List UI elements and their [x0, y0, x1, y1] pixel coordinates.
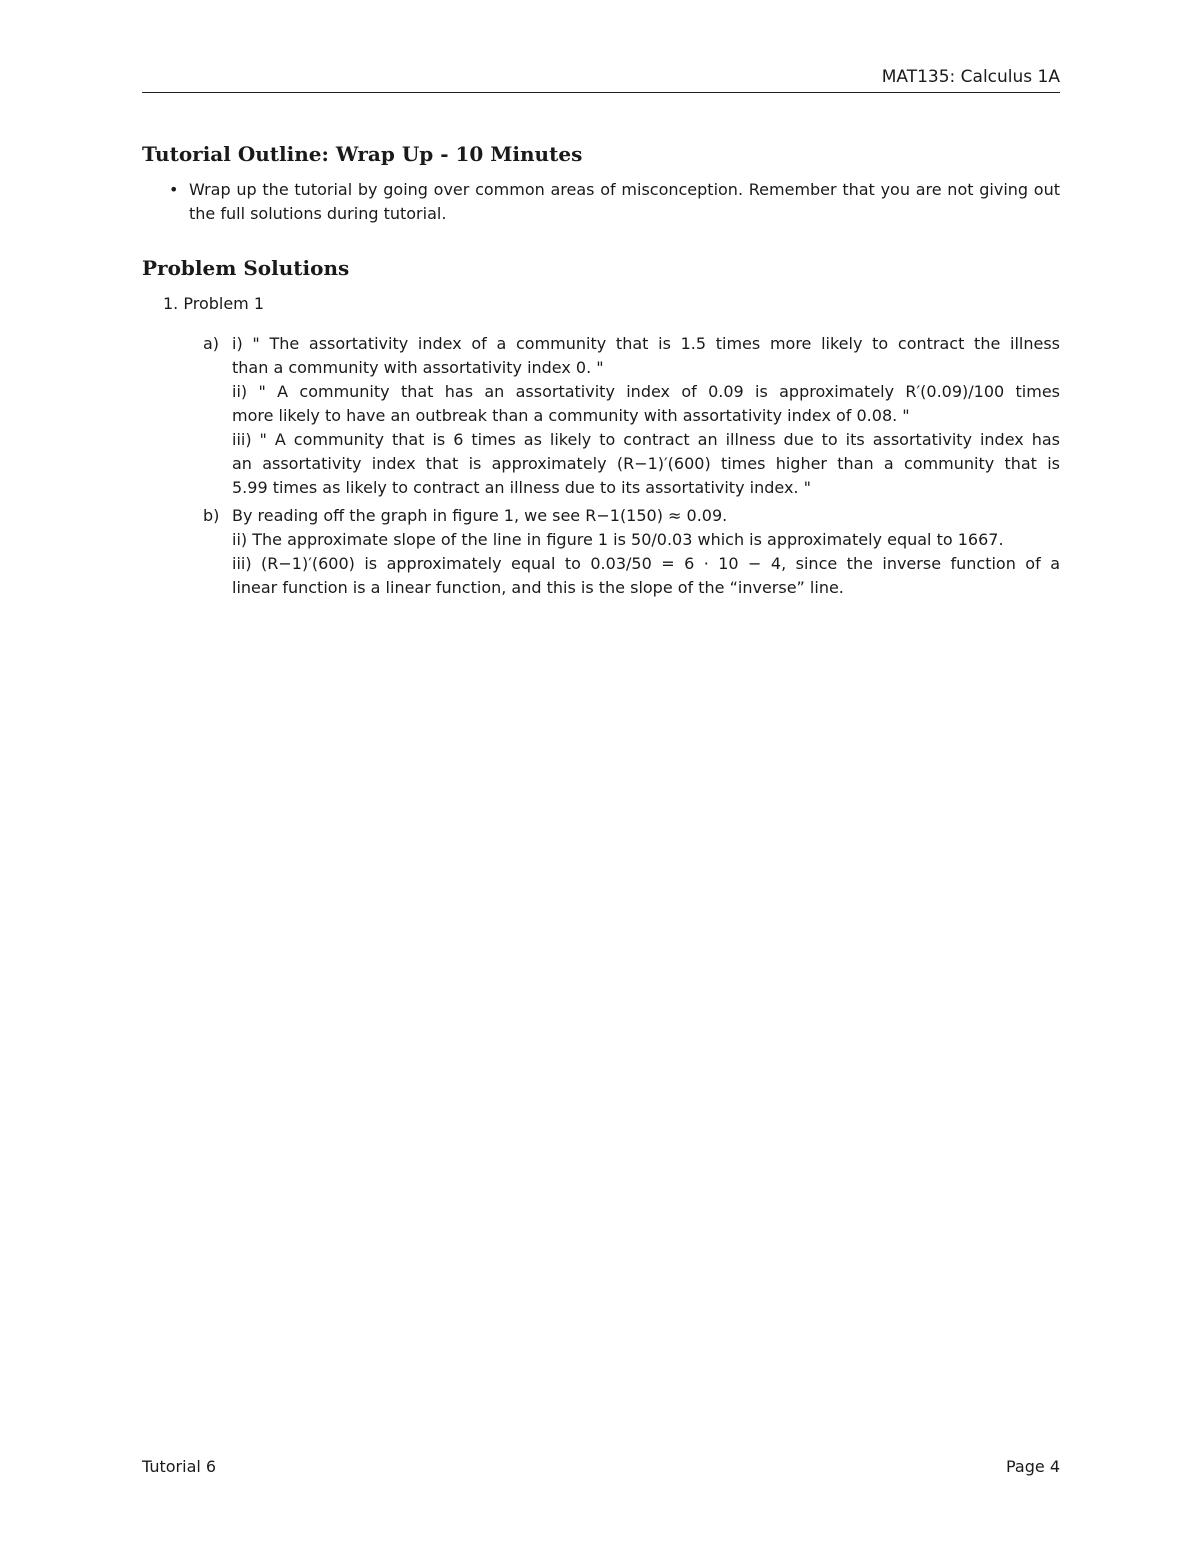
bullet-icon: • — [169, 180, 179, 199]
course-title: MAT135: Calculus 1A — [881, 67, 1060, 87]
problem-1-label: 1. Problem 1 — [163, 294, 265, 313]
part-a-marker: a) — [203, 334, 220, 353]
page-footer — [142, 1455, 1060, 1479]
part-b-line: linear function is a linear function, and this is the slope of the “inverse” line. — [232, 578, 844, 597]
part-a-body — [232, 332, 1060, 500]
outline-bullet-text: Wrap up the tutorial by going over common areas of misconception. Remember that you are not giving out the full solutions during tutorial. — [189, 180, 1060, 223]
part-b-body — [232, 504, 1060, 600]
part-a-line: 5.99 times as likely to contract an illness due to its assortativity index. " — [232, 478, 811, 497]
part-a-line: than a community with assortativity index 0. " — [232, 358, 604, 377]
footer-page-number: Page 4 — [1006, 1457, 1060, 1476]
part-a-line: an assortativity index that is approximately (R−1)′(600) times higher than a community that is — [232, 454, 1060, 473]
part-b-line: By reading off the graph in figure 1, we see R−1(150) ≈ 0.09. — [232, 506, 728, 525]
part-b-line: ii) The approximate slope of the line in figure 1 is 50/0.03 which is approximately equal to 1667. — [232, 530, 1004, 549]
page-header — [142, 66, 1060, 93]
footer-tutorial-label: Tutorial 6 — [142, 1457, 217, 1476]
part-b-line: iii) (R−1)′(600) is approximately equal to 0.03/50 = 6 · 10 − 4, since the inverse function of a — [232, 554, 1060, 573]
outline-heading: Tutorial Outline: Wrap Up - 10 Minutes — [142, 142, 583, 166]
solutions-heading: Problem Solutions — [142, 256, 350, 280]
part-a-line: i) " The assortativity index of a community that is 1.5 times more likely to contract the illness — [232, 334, 1060, 353]
part-a-line: more likely to have an outbreak than a community with assortativity index of 0.08. " — [232, 406, 910, 425]
part-a-line: ii) " A community that has an assortativity index of 0.09 is approximately R′(0.09)/100 times — [232, 382, 1060, 401]
part-a-line: iii) " A community that is 6 times as likely to contract an illness due to its assortativity index has — [232, 430, 1060, 449]
part-b-marker: b) — [203, 506, 220, 525]
